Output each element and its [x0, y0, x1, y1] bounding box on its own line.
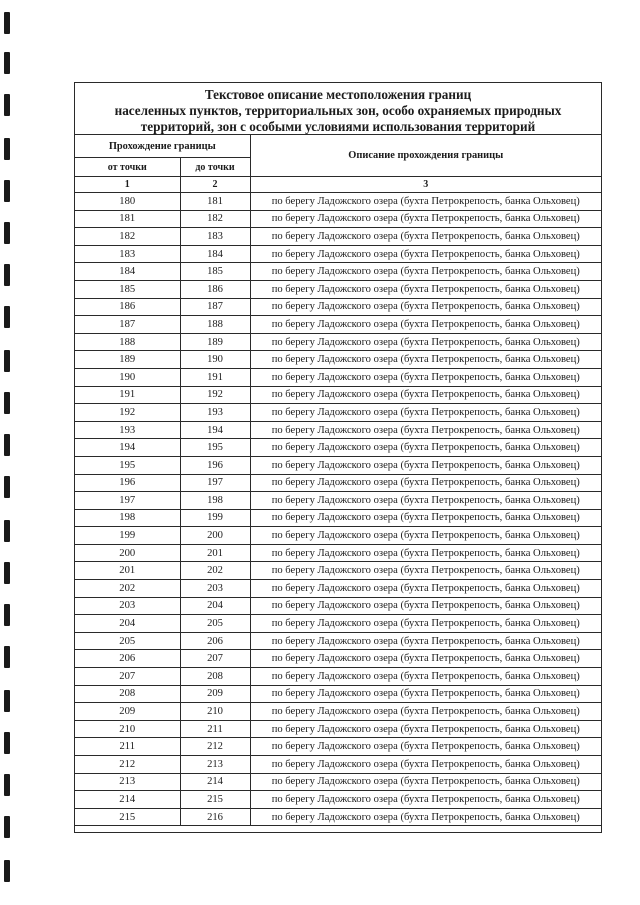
- cell-description: по берегу Ладожского озера (бухта Петрокрепость, банка Ольховец): [250, 562, 601, 580]
- cell-description: по берегу Ладожского озера (бухта Петрокрепость, банка Ольховец): [250, 615, 601, 633]
- binding-hole: [4, 94, 10, 116]
- cell-description: по берегу Ладожского озера (бухта Петрокрепость, банка Ольховец): [250, 492, 601, 510]
- table-row: [75, 492, 601, 510]
- cell-to-point: 192: [180, 386, 250, 404]
- cell-to-point: 216: [180, 808, 250, 826]
- header-column-number: 1: [75, 177, 180, 193]
- header-column-number: 3: [250, 177, 601, 193]
- cell-to-point: 189: [180, 333, 250, 351]
- cell-from-point: 186: [75, 298, 180, 316]
- cell-description: по берегу Ладожского озера (бухта Петрокрепость, банка Ольховец): [250, 668, 601, 686]
- cell-description: по берегу Ладожского озера (бухта Петрокрепость, банка Ольховец): [250, 456, 601, 474]
- cell-to-point: 204: [180, 597, 250, 615]
- cell-to-point: 214: [180, 773, 250, 791]
- cell-to-point: 194: [180, 421, 250, 439]
- header-to-point: до точки: [180, 158, 250, 177]
- cell-from-point: 205: [75, 632, 180, 650]
- table-row: [75, 368, 601, 386]
- cell-description: по берегу Ладожского озера (бухта Петрокрепость, банка Ольховец): [250, 280, 601, 298]
- cell-to-point: 199: [180, 509, 250, 527]
- binding-hole: [4, 434, 10, 456]
- table-row: [75, 509, 601, 527]
- cell-to-point: 212: [180, 738, 250, 756]
- cell-to-point: 193: [180, 404, 250, 422]
- cell-from-point: 197: [75, 492, 180, 510]
- cell-to-point: 206: [180, 632, 250, 650]
- table-row: [75, 791, 601, 809]
- header-from-point: от точки: [75, 158, 180, 177]
- cell-from-point: 214: [75, 791, 180, 809]
- cell-description: по берегу Ладожского озера (бухта Петрокрепость, банка Ольховец): [250, 703, 601, 721]
- cell-to-point: 184: [180, 245, 250, 263]
- cell-to-point: 195: [180, 439, 250, 457]
- cell-from-point: 188: [75, 333, 180, 351]
- binding-hole: [4, 476, 10, 498]
- cell-description: по берегу Ладожского озера (бухта Петрокрепость, банка Ольховец): [250, 527, 601, 545]
- table-row: [75, 474, 601, 492]
- table-row: [75, 580, 601, 598]
- cell-description: по берегу Ладожского озера (бухта Петрокрепость, банка Ольховец): [250, 632, 601, 650]
- cell-from-point: 201: [75, 562, 180, 580]
- cell-description: по берегу Ладожского озера (бухта Петрокрепость, банка Ольховец): [250, 210, 601, 228]
- binding-hole: [4, 138, 10, 160]
- binding-hole: [4, 52, 10, 74]
- cell-to-point: 201: [180, 544, 250, 562]
- title-line: населенных пунктов, территориальных зон, особо охраняемых природных: [114, 103, 562, 118]
- binding-hole: [4, 12, 10, 34]
- binding-hole: [4, 732, 10, 754]
- binding-hole: [4, 180, 10, 202]
- cell-description: по берегу Ладожского озера (бухта Петрокрепость, банка Ольховец): [250, 263, 601, 281]
- table-row: [75, 280, 601, 298]
- cell-from-point: 187: [75, 316, 180, 334]
- cell-description: по берегу Ладожского озера (бухта Петрокрепость, банка Ольховец): [250, 404, 601, 422]
- cell-to-point: 182: [180, 210, 250, 228]
- cell-description: по берегу Ладожского озера (бухта Петрокрепость, банка Ольховец): [250, 386, 601, 404]
- binding-hole: [4, 604, 10, 626]
- cell-from-point: 192: [75, 404, 180, 422]
- cell-to-point: 210: [180, 703, 250, 721]
- cell-description: по берегу Ладожского озера (бухта Петрокрепость, банка Ольховец): [250, 773, 601, 791]
- cell-to-point: 191: [180, 368, 250, 386]
- cell-from-point: 194: [75, 439, 180, 457]
- binding-hole: [4, 392, 10, 414]
- cell-description: по берегу Ладожского озера (бухта Петрокрепость, банка Ольховец): [250, 368, 601, 386]
- header-column-number: 2: [180, 177, 250, 193]
- table-row: [75, 597, 601, 615]
- binding-hole: [4, 646, 10, 668]
- cell-description: по берегу Ладожского озера (бухта Петрокрепость, банка Ольховец): [250, 650, 601, 668]
- table-row: [75, 668, 601, 686]
- cell-from-point: 182: [75, 228, 180, 246]
- cell-from-point: 208: [75, 685, 180, 703]
- table-row: [75, 808, 601, 826]
- cell-to-point: 186: [180, 280, 250, 298]
- cell-from-point: 199: [75, 527, 180, 545]
- cell-from-point: 183: [75, 245, 180, 263]
- cell-from-point: 210: [75, 720, 180, 738]
- table-row: [75, 562, 601, 580]
- binding-hole: [4, 520, 10, 542]
- cell-to-point: 213: [180, 756, 250, 774]
- cell-from-point: 215: [75, 808, 180, 826]
- binding-hole: [4, 562, 10, 584]
- cell-from-point: 198: [75, 509, 180, 527]
- cell-description: по берегу Ладожского озера (бухта Петрокрепость, банка Ольховец): [250, 685, 601, 703]
- binding-hole: [4, 816, 10, 838]
- table-row: [75, 685, 601, 703]
- cell-to-point: 198: [180, 492, 250, 510]
- header-description: Описание прохождения границы: [250, 135, 601, 177]
- table-row: [75, 738, 601, 756]
- table-row: [75, 756, 601, 774]
- cell-from-point: 181: [75, 210, 180, 228]
- boundary-table: [75, 135, 601, 826]
- table-row: [75, 632, 601, 650]
- cell-to-point: 190: [180, 351, 250, 369]
- cell-description: по берегу Ладожского озера (бухта Петрокрепость, банка Ольховец): [250, 228, 601, 246]
- cell-from-point: 209: [75, 703, 180, 721]
- binding-holes: [0, 0, 20, 905]
- cell-from-point: 180: [75, 193, 180, 211]
- cell-to-point: 208: [180, 668, 250, 686]
- table-row: [75, 404, 601, 422]
- cell-from-point: 196: [75, 474, 180, 492]
- binding-hole: [4, 350, 10, 372]
- cell-description: по берегу Ладожского озера (бухта Петрокрепость, банка Ольховец): [250, 791, 601, 809]
- cell-from-point: 211: [75, 738, 180, 756]
- cell-description: по берегу Ладожского озера (бухта Петрокрепость, банка Ольховец): [250, 720, 601, 738]
- title-line: Текстовое описание местоположения границ: [204, 87, 472, 102]
- binding-hole: [4, 306, 10, 328]
- cell-from-point: 200: [75, 544, 180, 562]
- cell-from-point: 184: [75, 263, 180, 281]
- table-row: [75, 615, 601, 633]
- table-row: [75, 210, 601, 228]
- document-title: [75, 83, 601, 135]
- cell-description: по берегу Ладожского озера (бухта Петрокрепость, банка Ольховец): [250, 298, 601, 316]
- title-line: территорий, зон с особыми условиями использования территорий: [140, 119, 536, 134]
- cell-description: по берегу Ладожского озера (бухта Петрокрепость, банка Ольховец): [250, 193, 601, 211]
- cell-description: по берегу Ладожского озера (бухта Петрокрепость, банка Ольховец): [250, 544, 601, 562]
- cell-from-point: 191: [75, 386, 180, 404]
- cell-description: по берегу Ладожского озера (бухта Петрокрепость, банка Ольховец): [250, 756, 601, 774]
- cell-from-point: 207: [75, 668, 180, 686]
- table-row: [75, 703, 601, 721]
- header-group-label: Прохождение границы: [75, 135, 250, 158]
- table-row: [75, 193, 601, 211]
- cell-to-point: 209: [180, 685, 250, 703]
- cell-to-point: 185: [180, 263, 250, 281]
- table-row: [75, 298, 601, 316]
- table-row: [75, 228, 601, 246]
- cell-to-point: 187: [180, 298, 250, 316]
- table-row: [75, 245, 601, 263]
- cell-from-point: 206: [75, 650, 180, 668]
- cell-from-point: 195: [75, 456, 180, 474]
- cell-description: по берегу Ладожского озера (бухта Петрокрепость, банка Ольховец): [250, 474, 601, 492]
- cell-description: по берегу Ладожского озера (бухта Петрокрепость, банка Ольховец): [250, 597, 601, 615]
- table-row: [75, 773, 601, 791]
- cell-to-point: 200: [180, 527, 250, 545]
- table-row: [75, 333, 601, 351]
- cell-from-point: 185: [75, 280, 180, 298]
- cell-description: по берегу Ладожского озера (бухта Петрокрепость, банка Ольховец): [250, 245, 601, 263]
- binding-hole: [4, 222, 10, 244]
- cell-to-point: 188: [180, 316, 250, 334]
- cell-from-point: 213: [75, 773, 180, 791]
- cell-from-point: 203: [75, 597, 180, 615]
- binding-hole: [4, 690, 10, 712]
- table-row: [75, 439, 601, 457]
- cell-from-point: 193: [75, 421, 180, 439]
- cell-to-point: 215: [180, 791, 250, 809]
- cell-to-point: 207: [180, 650, 250, 668]
- table-row: [75, 386, 601, 404]
- cell-description: по берегу Ладожского озера (бухта Петрокрепость, банка Ольховец): [250, 439, 601, 457]
- table-row: [75, 316, 601, 334]
- cell-from-point: 190: [75, 368, 180, 386]
- cell-description: по берегу Ладожского озера (бухта Петрокрепость, банка Ольховец): [250, 316, 601, 334]
- cell-to-point: 197: [180, 474, 250, 492]
- cell-description: по берегу Ладожского озера (бухта Петрокрепость, банка Ольховец): [250, 580, 601, 598]
- cell-description: по берегу Ладожского озера (бухта Петрокрепость, банка Ольховец): [250, 421, 601, 439]
- cell-from-point: 202: [75, 580, 180, 598]
- cell-to-point: 183: [180, 228, 250, 246]
- table-row: [75, 456, 601, 474]
- table-row: [75, 421, 601, 439]
- table-row: [75, 263, 601, 281]
- cell-to-point: 196: [180, 456, 250, 474]
- table-row: [75, 351, 601, 369]
- table-row: [75, 527, 601, 545]
- cell-description: по берегу Ладожского озера (бухта Петрокрепость, банка Ольховец): [250, 351, 601, 369]
- document-frame: [74, 82, 602, 833]
- binding-hole: [4, 264, 10, 286]
- cell-from-point: 212: [75, 756, 180, 774]
- binding-hole: [4, 860, 10, 882]
- cell-to-point: 205: [180, 615, 250, 633]
- table-row: [75, 650, 601, 668]
- table-row: [75, 544, 601, 562]
- cell-description: по берегу Ладожского озера (бухта Петрокрепость, банка Ольховец): [250, 509, 601, 527]
- cell-to-point: 202: [180, 562, 250, 580]
- cell-from-point: 204: [75, 615, 180, 633]
- cell-description: по берегу Ладожского озера (бухта Петрокрепость, банка Ольховец): [250, 808, 601, 826]
- cell-to-point: 181: [180, 193, 250, 211]
- table-row: [75, 720, 601, 738]
- table-body: [75, 193, 601, 826]
- binding-hole: [4, 774, 10, 796]
- cell-to-point: 211: [180, 720, 250, 738]
- cell-to-point: 203: [180, 580, 250, 598]
- cell-description: по берегу Ладожского озера (бухта Петрокрепость, банка Ольховец): [250, 738, 601, 756]
- cell-from-point: 189: [75, 351, 180, 369]
- cell-description: по берегу Ладожского озера (бухта Петрокрепость, банка Ольховец): [250, 333, 601, 351]
